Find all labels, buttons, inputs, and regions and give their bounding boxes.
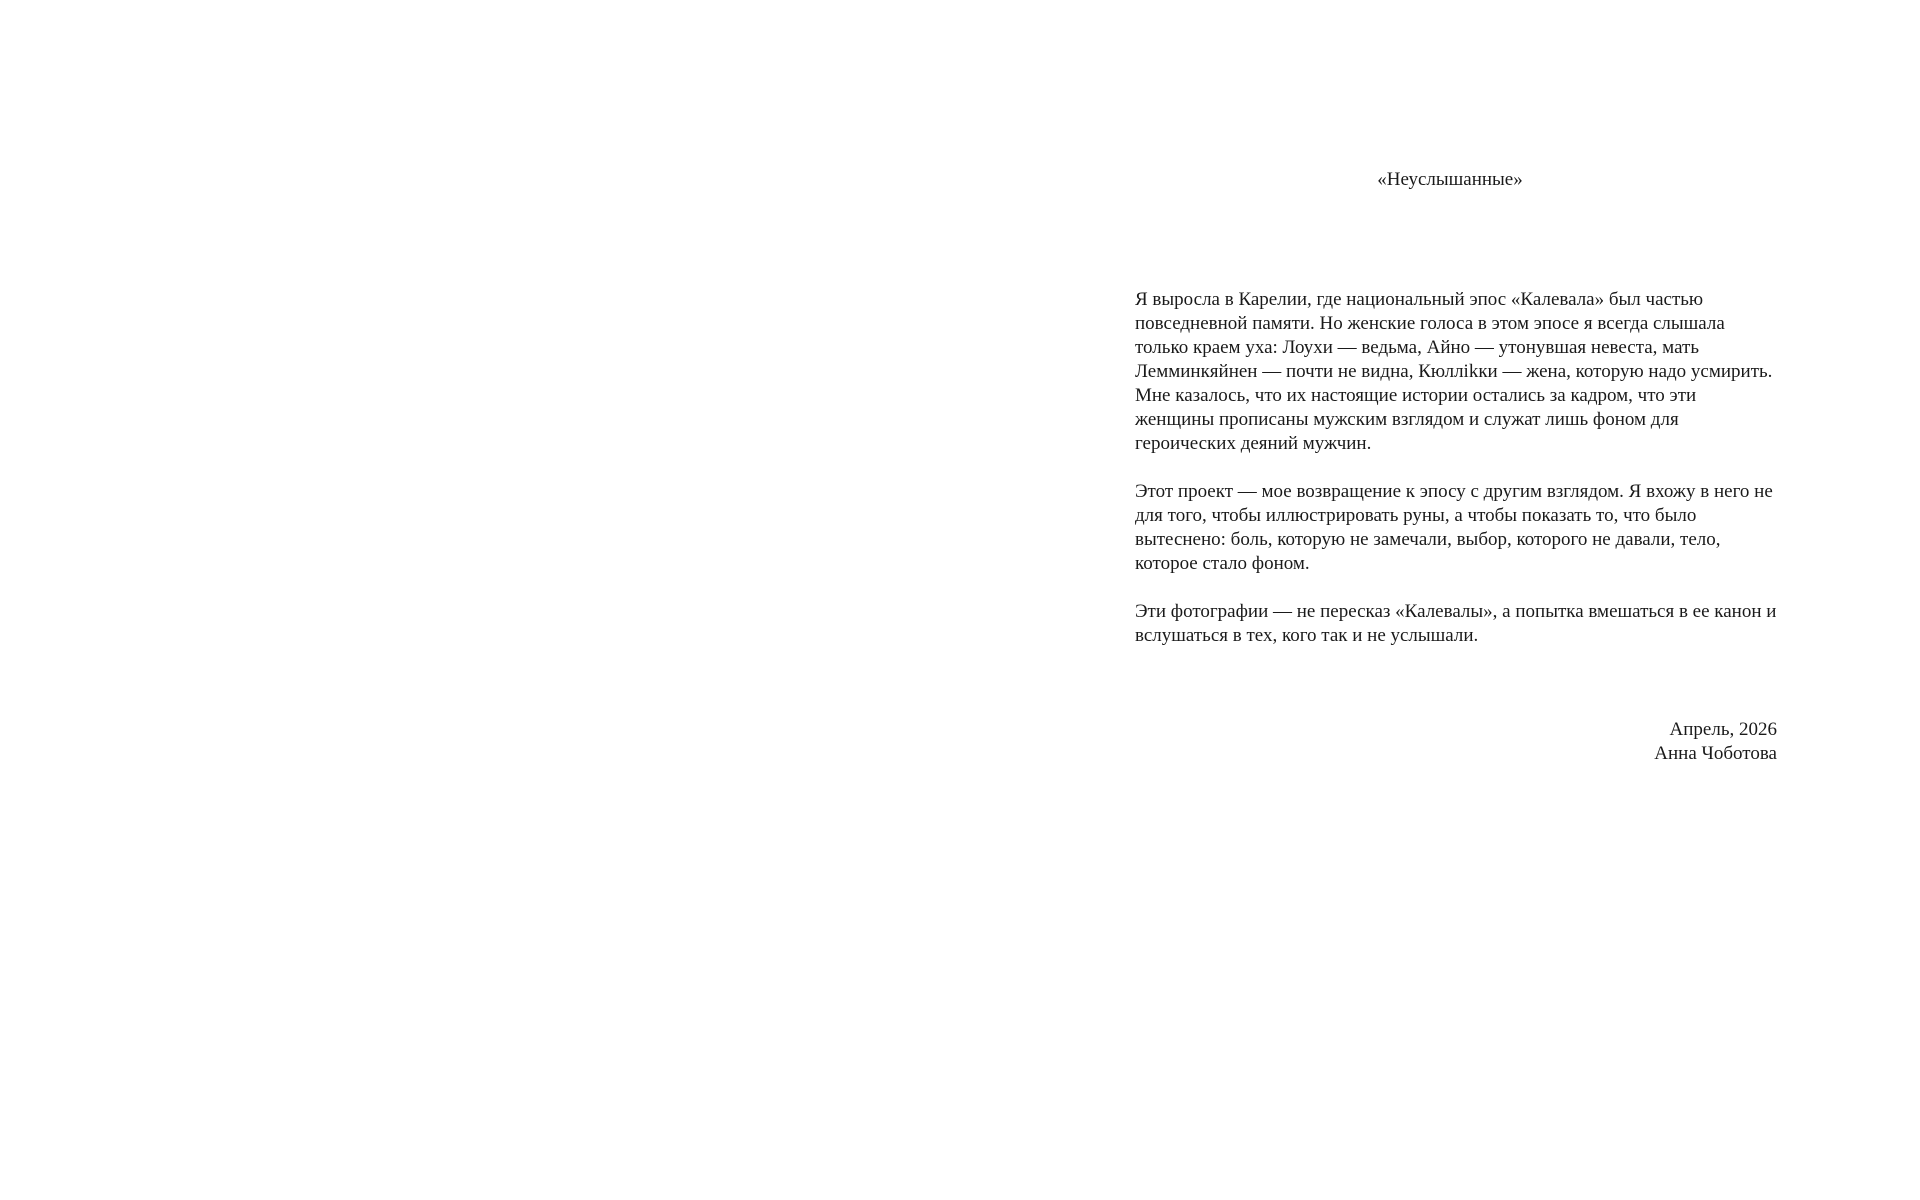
document-title: «Неуслышанные» [1377,169,1523,190]
signature-block [1135,718,1777,766]
paragraph-1: Я выросла в Карелии, где национальный эпос «Калевала» был частью повседневной памяти. Но женские голоса в этом эпосе я всегда слышала только краем уха: Лоухи — ведьма, Айно — утонувшая невеста, мать Лемминкяйнен — почти не видна, Кюллikки — жена, которую надо усмирить. Мне казалось, что их настоящие истории остались за кадром, что эти женщины прописаны мужским взглядом и служат лишь фоном для героических деяний мужчин. [1135,289,1773,454]
body-text [1135,288,1780,672]
signature-date: Апрель, 2026 [1669,719,1777,740]
right-page [960,0,1920,1200]
signature-author: Анна Чоботова [1654,743,1777,764]
paragraph-2: Этот проект — мое возвращение к эпосу с другим взглядом. Я вхожу в него не для того, чтобы иллюстрировать руны, а чтобы показать то, что было вытеснено: боль, которую не замечали, выбор, которого не давали, тело, которое стало фоном. [1135,481,1773,574]
paragraph-3: Эти фотографии — не пересказ «Калевалы», а попытка вмешаться в ее канон и вслушаться в тех, кого так и не услышали. [1135,601,1777,646]
